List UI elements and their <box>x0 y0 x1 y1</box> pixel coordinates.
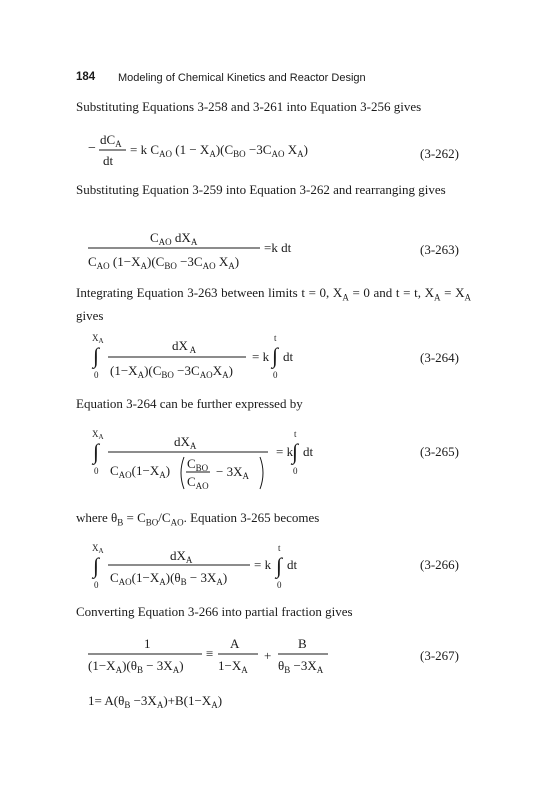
svg-text:∫: ∫ <box>272 343 279 368</box>
equation-3-265 <box>88 427 388 495</box>
equation-number-3-267: (3-267) <box>420 648 459 663</box>
svg-text:dt: dt <box>303 444 314 459</box>
svg-text:dt: dt <box>287 557 298 572</box>
svg-text:−: − <box>88 141 96 156</box>
svg-text:dt: dt <box>283 349 294 364</box>
svg-text:CAO(1−XA): $C_{AO}(1-X_A)$ <box>110 463 171 480</box>
svg-text:t: t <box>294 429 297 439</box>
svg-text:0: 0 <box>94 466 99 476</box>
equation-3-262 <box>88 130 378 180</box>
svg-text:0: 0 <box>277 580 282 590</box>
svg-text:(1−XA)(CBO −3CAOXA): $(1-X_A)(C_{BO} -3C_{AO}X_A)$ <box>110 363 233 380</box>
equation-3-267 <box>88 634 388 678</box>
svg-text:t: t <box>278 543 281 553</box>
paragraph-6: Converting Equation 3-266 into partial fraction gives <box>76 604 353 619</box>
svg-text:0: 0 <box>273 370 278 380</box>
svg-text:1= A(θB −3XA)+B(1−XA): $1= A(\theta_B -3X_A)+B(1-X_A)$ <box>88 693 223 710</box>
svg-text:(1−XA)(θB − 3XA): $(1-X_A)(\theta_B - 3X_A)$ <box>88 658 184 675</box>
equation-3-266 <box>88 541 388 593</box>
svg-text:XA: $X_A$ <box>92 429 104 441</box>
svg-text:θB −3XA: $\theta_B -3X_A$ <box>278 658 324 675</box>
svg-text:0: 0 <box>94 580 99 590</box>
svg-text:XA: $X_A$ <box>92 543 104 555</box>
svg-text:CAO(1−XA)(θB − 3XA): $C_{AO}(1-X_A)(\theta_B - 3X_A)$ <box>110 570 228 587</box>
svg-text:∫: ∫ <box>93 343 100 368</box>
svg-text:∫: ∫ <box>292 439 299 464</box>
svg-text:CAO dXA: $C_{AO}$ $dX_A$ <box>150 230 198 247</box>
svg-text:dXA: $dX_A$ <box>174 434 197 451</box>
svg-text:= k CAO (1 − XA)(CBO −3CAO XA): = k $C_{AO}$ $(1 - X_A)(C_{BO} -3C_{AO}$ $X_A$) <box>130 142 308 159</box>
svg-text:CAO (1−XA)(CBO −3CAO XA): $C_{AO}$ $(1-X_A)(C_{BO} -3C_{AO}$ $X_A$) <box>88 254 240 271</box>
equation-partial-fraction-identity <box>88 688 348 714</box>
svg-text:≡: ≡ <box>206 646 214 661</box>
svg-text:A: A <box>230 636 240 651</box>
svg-text:CAO: $C_{AO}$ <box>187 474 209 491</box>
svg-text:dt: dt <box>103 153 114 168</box>
equation-3-264 <box>88 333 388 383</box>
svg-text:dCA: $dC_A$ <box>100 132 122 149</box>
svg-text:+: + <box>264 648 272 663</box>
svg-text:= k: = k <box>276 444 294 459</box>
equation-number-3-263: (3-263) <box>420 242 459 257</box>
paragraph-4: Equation 3-264 can be further expressed by <box>76 396 303 411</box>
svg-text:dX A: dX $_A$ <box>172 338 197 355</box>
equation-3-263 <box>88 226 388 278</box>
svg-text:=k dt: =k dt <box>264 240 292 255</box>
svg-text:dXA: $dX_A$ <box>170 548 193 565</box>
paragraph-3: Integrating Equation 3-263 between limits t = 0, $X_A = 0$ and t = t, $X_A = X_A$ gives <box>76 285 471 323</box>
paragraph-5: where $\theta_B = C_{BO}/C_{AO}$. Equation 3-265 becomes <box>76 510 320 528</box>
svg-text:∫: ∫ <box>93 439 100 464</box>
svg-text:1−XA: $1-X_A$ <box>218 658 248 675</box>
svg-text:∫: ∫ <box>93 553 100 578</box>
svg-text:0: 0 <box>293 466 298 476</box>
paragraph-2: Substituting Equation 3-259 into Equation 3-262 and rearranging gives <box>76 182 446 197</box>
svg-text:∫: ∫ <box>276 553 283 578</box>
equation-number-3-264: (3-264) <box>420 350 459 365</box>
paragraph-1: Substituting Equations 3-258 and 3-261 into Equation 3-256 gives <box>76 99 422 114</box>
svg-text:XA: $X_A$ <box>92 333 104 345</box>
svg-text:1: 1 <box>144 636 151 651</box>
page-number: 184 <box>76 71 96 83</box>
svg-text:= k: = k <box>252 349 270 364</box>
svg-text:0: 0 <box>94 370 99 380</box>
running-title: Modeling of Chemical Kinetics and Reactor Design <box>118 72 366 84</box>
equation-number-3-262: (3-262) <box>420 146 459 161</box>
equation-number-3-265: (3-265) <box>420 444 459 459</box>
svg-text:CBO: $C_{BO}$ <box>187 456 209 473</box>
svg-text:t: t <box>274 333 277 343</box>
svg-text:− 3XA: − $3X_A$ <box>216 464 249 481</box>
equation-number-3-266: (3-266) <box>420 557 459 572</box>
svg-text:B: B <box>298 636 307 651</box>
svg-text:= k: = k <box>254 557 272 572</box>
